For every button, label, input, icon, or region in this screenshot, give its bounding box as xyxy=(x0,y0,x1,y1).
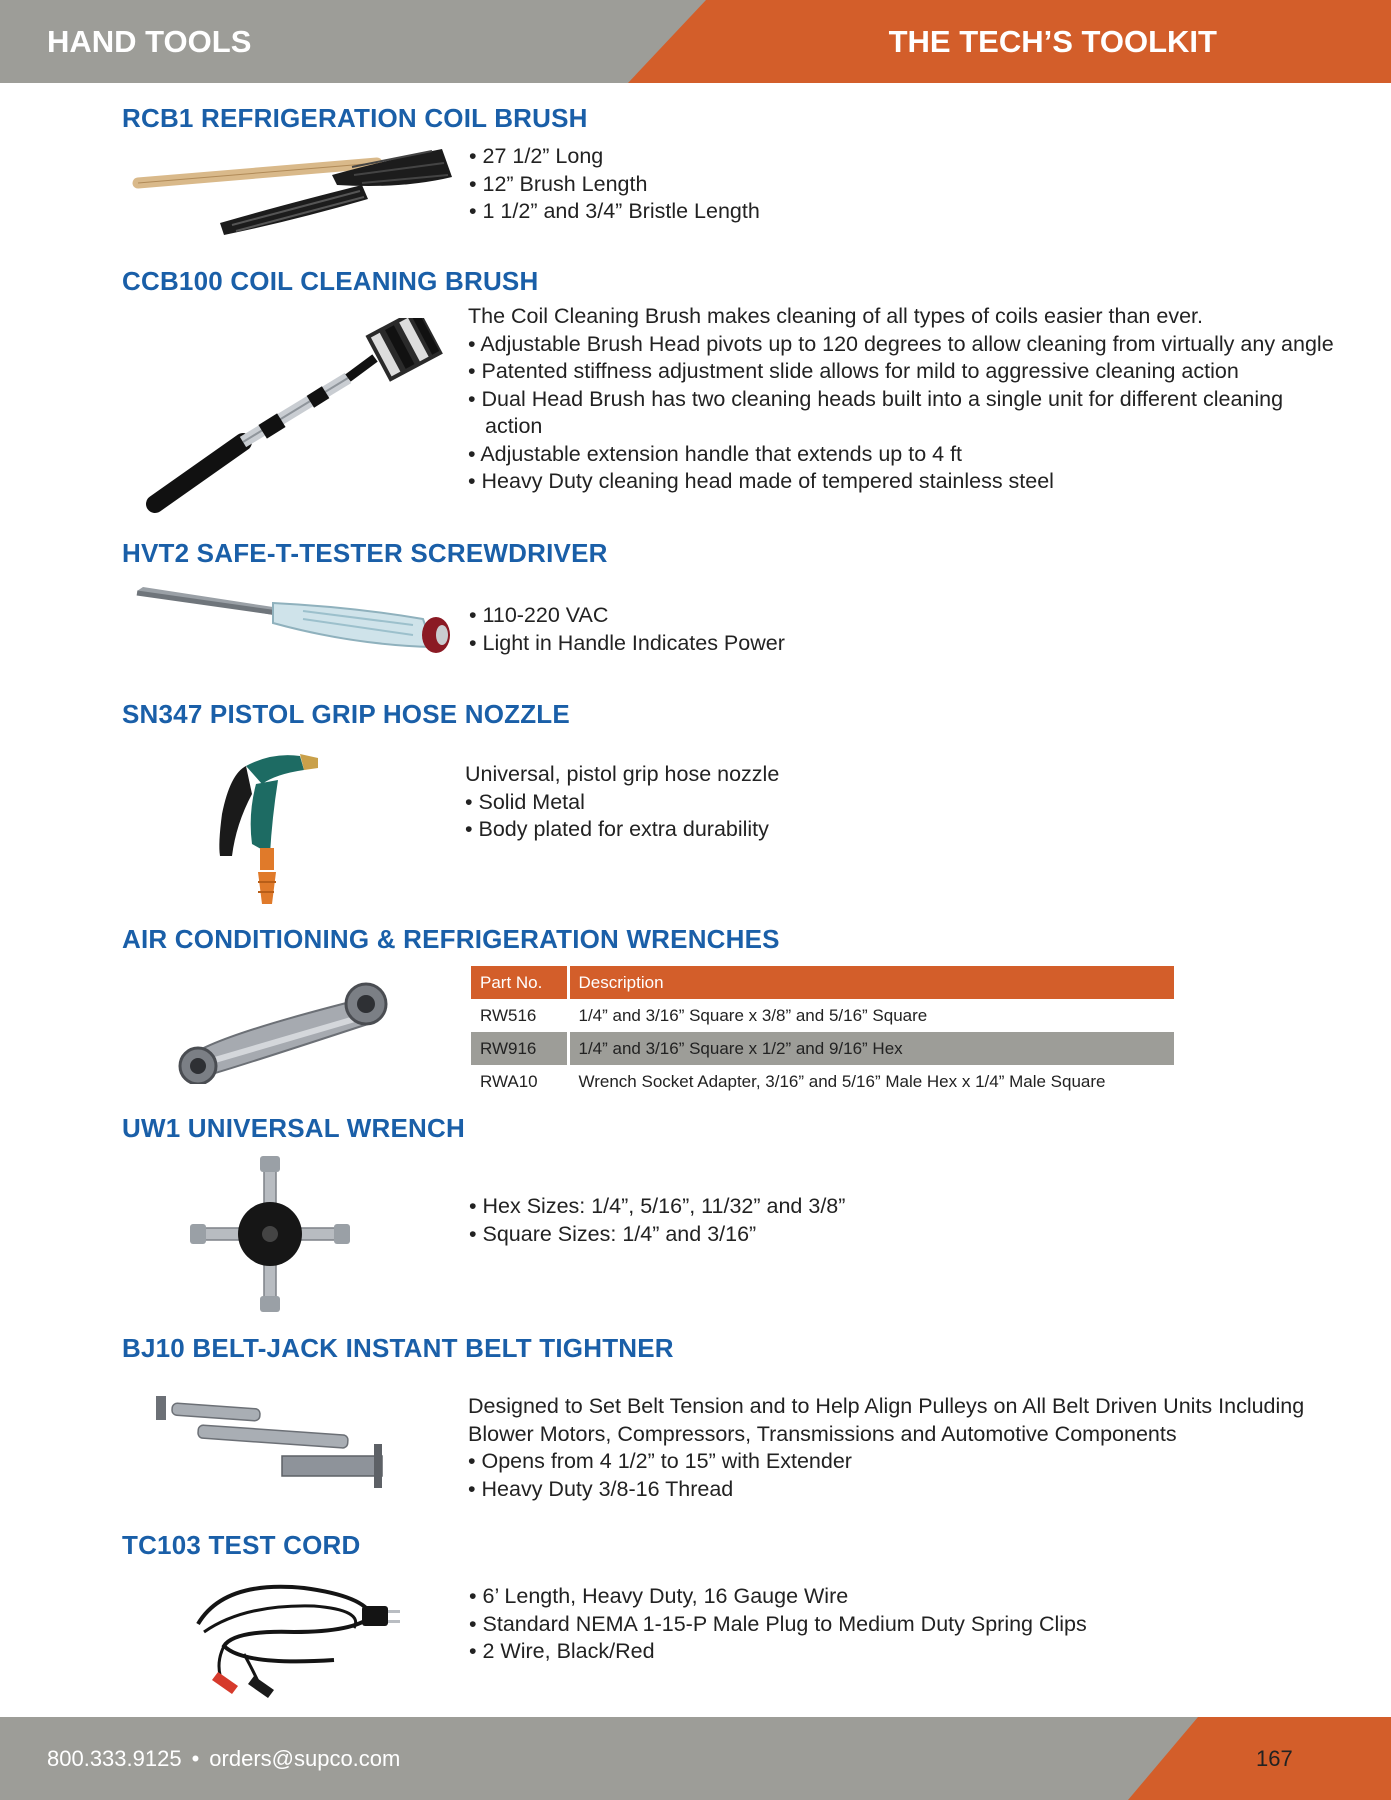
wrenches-table xyxy=(471,966,1174,1098)
ratchet-wrench-image xyxy=(168,978,408,1084)
hvt2-bullet: • 110-220 VAC xyxy=(469,603,609,627)
test-cord-image xyxy=(184,1576,410,1700)
tc103-bullet: • 6’ Length, Heavy Duty, 16 Gauge Wire xyxy=(469,1584,849,1608)
table-header-row xyxy=(471,966,1174,999)
coil-brush-image xyxy=(132,145,458,237)
sn347-bullet: • Solid Metal xyxy=(465,789,585,814)
sn347-title: SN347 PISTOL GRIP HOSE NOZZLE xyxy=(122,699,570,729)
page-title: THE TECH’S TOOLKIT xyxy=(888,24,1217,59)
universal-wrench-image xyxy=(190,1156,350,1312)
part-no-cell: RW916 xyxy=(471,1032,568,1065)
section-label: HAND TOOLS xyxy=(47,24,252,59)
bj10-title: BJ10 BELT-JACK INSTANT BELT TIGHTNER xyxy=(122,1333,674,1363)
page-header xyxy=(0,0,1391,83)
part-no-cell: RWA10 xyxy=(471,1065,568,1098)
table-row xyxy=(471,1032,1174,1065)
ccb100-description xyxy=(468,303,1338,496)
description-cell: 1/4” and 3/16” Square x 1/2” and 9/16” Hex xyxy=(568,1032,1174,1065)
ccb100-bullet: • Heavy Duty cleaning head made of tempered stainless steel xyxy=(468,469,1054,493)
ccb100-bullet: • Adjustable extension handle that extends up to 4 ft xyxy=(468,441,963,466)
rcb1-bullet: • 1 1/2” and 3/4” Bristle Length xyxy=(469,199,760,223)
uw1-title: UW1 UNIVERSAL WRENCH xyxy=(122,1113,465,1143)
uw1-bullet: • Square Sizes: 1/4” and 3/16” xyxy=(469,1221,757,1246)
bj10-bullet: • Opens from 4 1/2” to 15” with Extender xyxy=(468,1449,852,1473)
hvt2-bullet: • Light in Handle Indicates Power xyxy=(469,630,785,655)
tc103-bullet: • 2 Wire, Black/Red xyxy=(469,1639,655,1663)
hvt2-features xyxy=(469,602,969,657)
sn347-intro: Universal, pistol grip hose nozzle xyxy=(465,762,780,786)
col-header-description: Description xyxy=(568,966,1174,999)
rcb1-bullet: • 27 1/2” Long xyxy=(469,144,604,168)
bj10-bullet: • Heavy Duty 3/8-16 Thread xyxy=(468,1476,734,1501)
description-cell: 1/4” and 3/16” Square x 3/8” and 5/16” Square xyxy=(578,1005,928,1025)
table-row xyxy=(471,1065,1174,1098)
description-cell: Wrench Socket Adapter, 3/16” and 5/16” Male Hex x 1/4” Male Square xyxy=(578,1071,1106,1091)
coil-cleaning-brush-image xyxy=(143,318,453,514)
rcb1-title: RCB1 REFRIGERATION COIL BRUSH xyxy=(122,103,588,133)
bj10-intro: Blower Motors, Compressors, Transmissions and Automotive Components xyxy=(468,1421,1177,1446)
bj10-description xyxy=(468,1393,1348,1503)
uw1-features xyxy=(469,1193,969,1248)
email-address: orders@supco.com xyxy=(209,1746,401,1771)
hvt2-title: HVT2 SAFE-T-TESTER SCREWDRIVER xyxy=(122,538,608,568)
col-header-part-no: Part No. xyxy=(471,966,568,999)
ccb100-title: CCB100 COIL CLEANING BRUSH xyxy=(122,266,539,296)
page-number: 167 xyxy=(1256,1746,1293,1771)
ccb100-bullet: • Dual Head Brush has two cleaning heads built into a single unit for different cleaning action xyxy=(468,386,1284,438)
tester-screwdriver-image xyxy=(133,585,453,665)
bj10-intro: Designed to Set Belt Tension and to Help Align Pulleys on All Belt Driven Units Including xyxy=(468,1394,1305,1418)
ccb100-bullet: • Patented stiffness adjustment slide allows for mild to aggressive cleaning action xyxy=(468,359,1239,383)
separator-dot: • xyxy=(191,1746,200,1771)
sn347-description xyxy=(465,761,965,844)
belt-jack-image xyxy=(152,1390,402,1494)
part-no-cell: RW516 xyxy=(471,999,568,1032)
phone-number: 800.333.9125 xyxy=(47,1746,182,1771)
tc103-features xyxy=(469,1583,1169,1666)
rcb1-bullet: • 12” Brush Length xyxy=(469,171,648,196)
hose-nozzle-image xyxy=(212,744,324,912)
rcb1-features xyxy=(469,143,969,226)
sn347-bullet: • Body plated for extra durability xyxy=(465,817,769,841)
tc103-bullet: • Standard NEMA 1-15-P Male Plug to Medium Duty Spring Clips xyxy=(469,1611,1087,1636)
ccb100-bullet: • Adjustable Brush Head pivots up to 120 degrees to allow cleaning from virtually any angle xyxy=(468,331,1334,356)
page-footer xyxy=(0,1717,1391,1800)
uw1-bullet: • Hex Sizes: 1/4”, 5/16”, 11/32” and 3/8” xyxy=(469,1194,846,1218)
table-row xyxy=(471,999,1174,1032)
wrenches-title: AIR CONDITIONING & REFRIGERATION WRENCHES xyxy=(122,924,780,954)
contact-info xyxy=(47,1746,400,1772)
tc103-title: TC103 TEST CORD xyxy=(122,1530,361,1560)
ccb100-intro: The Coil Cleaning Brush makes cleaning of all types of coils easier than ever. xyxy=(468,304,1203,328)
